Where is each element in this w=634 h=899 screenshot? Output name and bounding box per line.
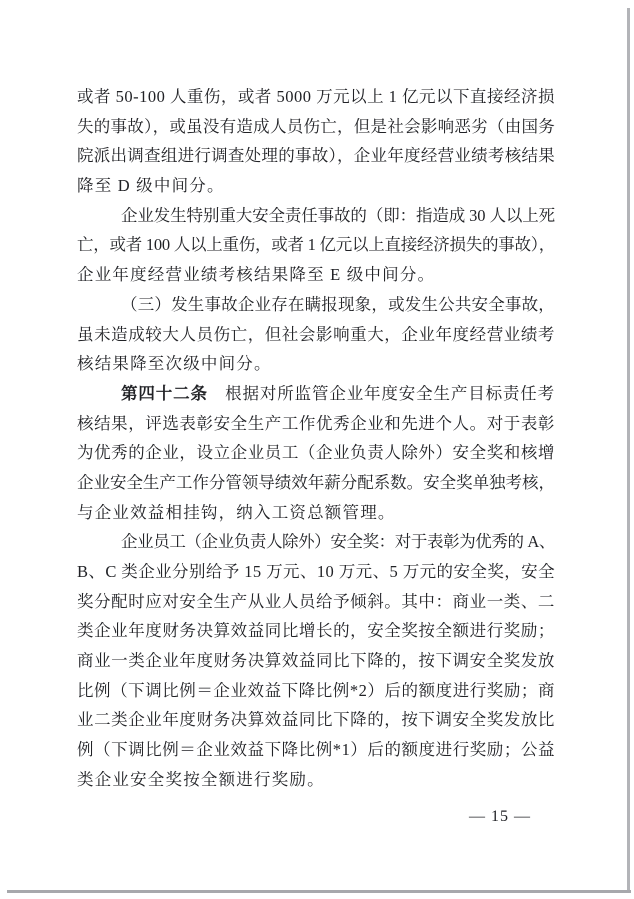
text-line: 虽未造成较大人员伤亡，但社会影响重大，企业年度经营业绩考 bbox=[77, 324, 555, 344]
text-line: 企业年度经营业绩考核结果降至 E 级中间分。 bbox=[77, 265, 436, 285]
text-line: （三）发生事故企业存在瞒报现象，或发生公共安全事故， bbox=[121, 294, 555, 314]
text-line: 企业发生特别重大安全责任事故的（即：指造成 30 人以上死 bbox=[121, 205, 556, 225]
text-line: 降至 D 级中间分。 bbox=[77, 176, 225, 196]
text-line: 类企业安全奖按全额进行奖励。 bbox=[77, 769, 325, 789]
text-line: 业二类企业年度财务决算效益同比下降的，按下调安全奖发放比 bbox=[77, 710, 555, 730]
text-line: 比例（下调比例＝企业效益下降比例*2）后的额度进行奖励；商 bbox=[77, 680, 556, 700]
text-line: 院派出调查组进行调查处理的事故），企业年度经营业绩考核结果 bbox=[77, 146, 555, 166]
text-line: 与企业效益相挂钩，纳入工资总额管理。 bbox=[77, 502, 396, 522]
text-line: 例（下调比例＝企业效益下降比例*1）后的额度进行奖励；公益 bbox=[77, 740, 556, 760]
text-line: 核结果，评选表彰安全生产工作优秀企业和先进个人。对于表彰 bbox=[77, 413, 555, 433]
text-line: 类企业年度财务决算效益同比增长的，安全奖按全额进行奖励； bbox=[77, 621, 555, 641]
text-line: 为优秀的企业，设立企业员工（企业负责人除外）安全奖和核增 bbox=[77, 443, 555, 463]
article-number: 第四十二条 bbox=[121, 383, 208, 403]
text-line: 失的事故），或虽没有造成人员伤亡，但是社会影响恶劣（由国务 bbox=[77, 116, 555, 136]
scan-edge-bottom bbox=[7, 890, 631, 893]
text-line: 或者 50-100 人重伤，或者 5000 万元以上 1 亿元以下直接经济损 bbox=[77, 87, 555, 106]
text-line: B、C 类企业分别给予 15 万元、10 万元、5 万元的安全奖，安全 bbox=[77, 562, 555, 581]
text-line: 奖分配时应对安全生产从业人员给予倾斜。其中：商业一类、二 bbox=[77, 591, 555, 611]
text-line: 亡，或者 100 人以上重伤，或者 1 亿元以上直接经济损失的事故）， bbox=[77, 235, 555, 255]
text-line: 企业员工（企业负责人除外）安全奖：对于表彰为优秀的 A、 bbox=[121, 532, 555, 552]
text-line: 企业安全生产工作分管领导绩效年薪分配系数。安全奖单独考核， bbox=[77, 472, 556, 492]
document-body bbox=[77, 82, 555, 795]
text-line: 商业一类企业年度财务决算效益同比下降的，按下调安全奖发放 bbox=[77, 651, 555, 671]
scan-edge-right bbox=[627, 8, 630, 893]
text-line: 第四十二条 根据对所监管企业年度安全生产目标责任考 bbox=[121, 383, 556, 403]
text-line: 核结果降至次级中间分。 bbox=[77, 354, 272, 374]
page-number: — 15 — bbox=[469, 808, 531, 825]
